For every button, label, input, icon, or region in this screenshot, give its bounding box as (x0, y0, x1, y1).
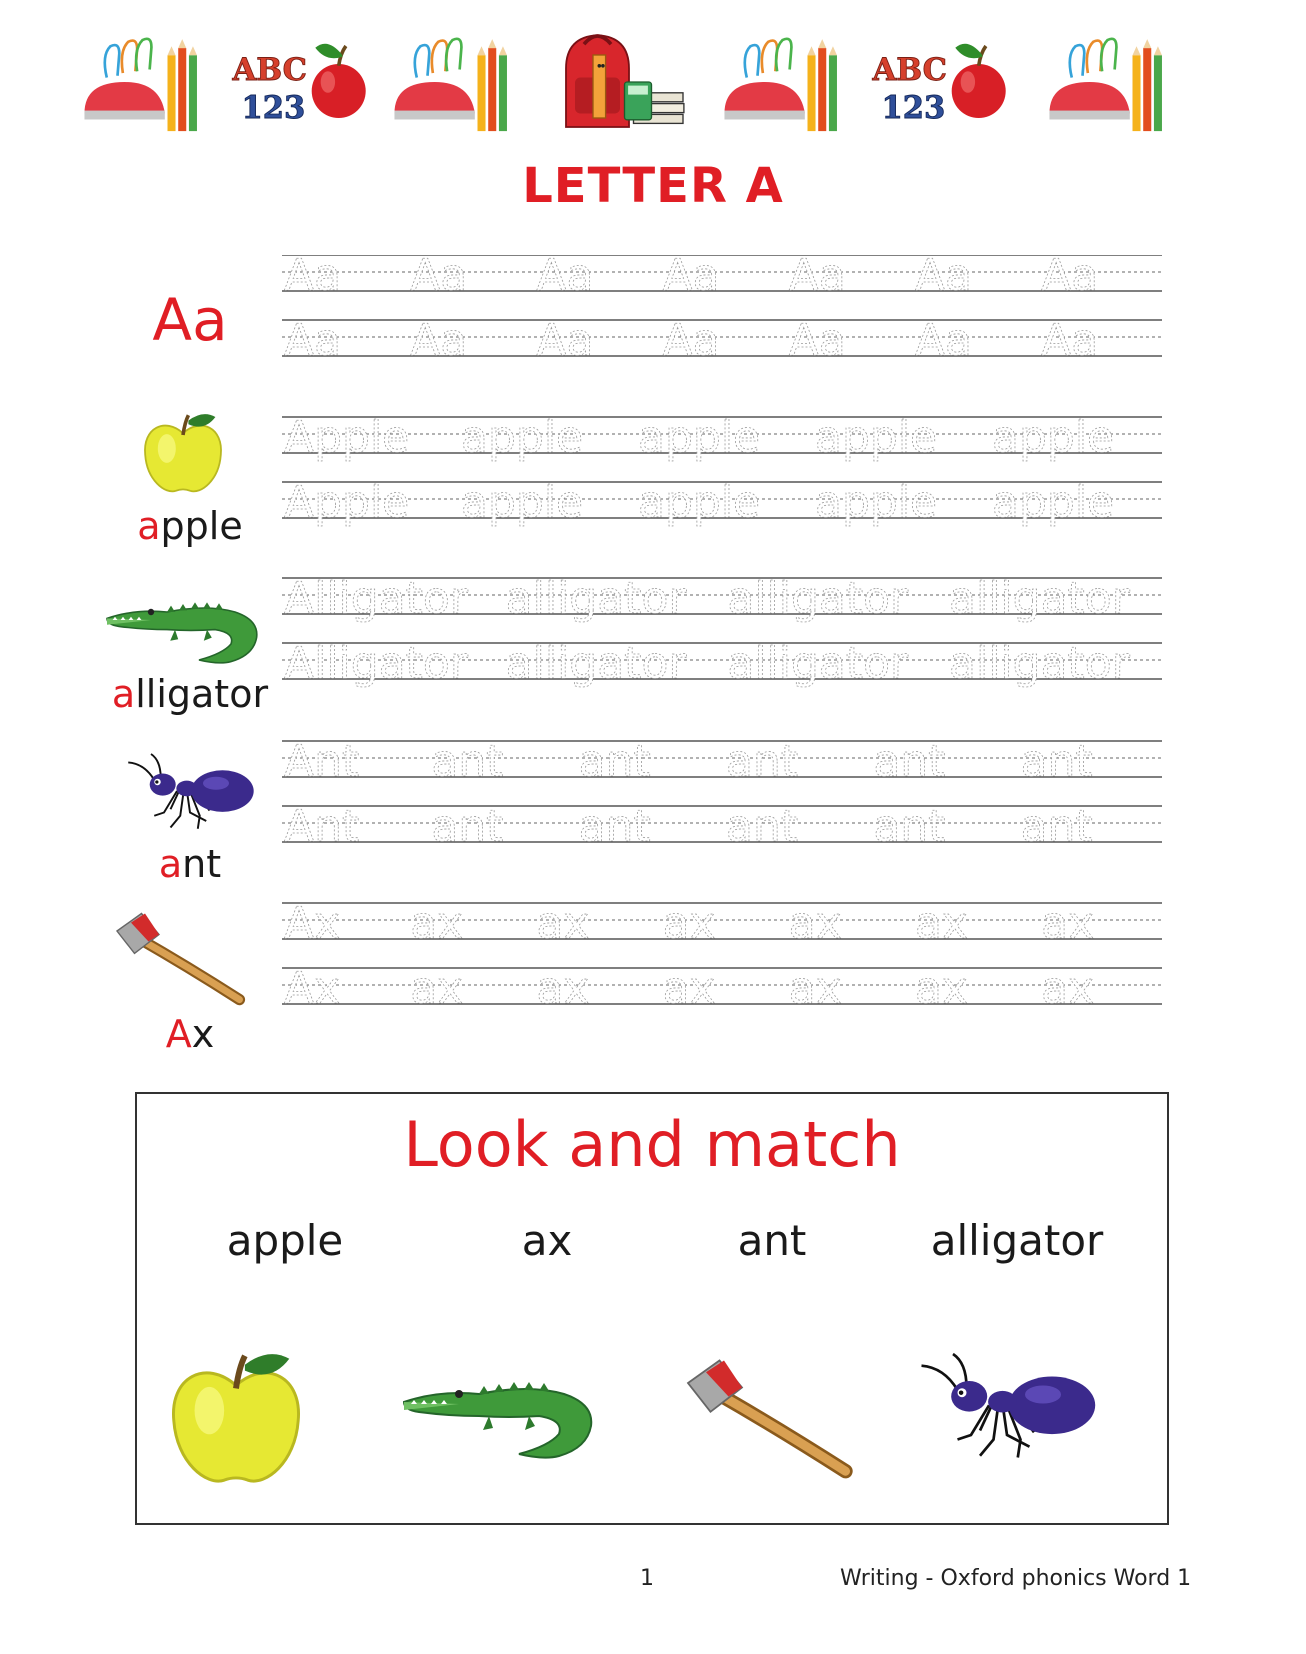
trace-word: Aa (284, 315, 342, 366)
trace-word: alligator (505, 573, 687, 624)
trace-word: ax (536, 898, 590, 949)
match-word-ant: ant (737, 1216, 807, 1265)
tracing-line (282, 315, 1162, 366)
trace-word: ax (788, 963, 842, 1014)
trace-word: Alligator (284, 638, 468, 689)
trace-word: Aa (410, 315, 468, 366)
match-picture-apple-icon (162, 1344, 310, 1492)
trace-word: apple (992, 412, 1115, 463)
trace-word: apple (815, 412, 938, 463)
trace-word: Apple (284, 412, 410, 463)
trace-word: Ant (284, 801, 360, 852)
trace-word: Aa (410, 255, 468, 301)
trace-word: Aa (788, 255, 846, 301)
tracing-line (282, 573, 1162, 624)
trace-word: ax (662, 898, 716, 949)
tracing-line (282, 255, 1162, 301)
tracing-line (282, 477, 1162, 528)
trace-word: ax (410, 963, 464, 1014)
paperclips-pencils-icon (1049, 39, 1162, 131)
trace-word: ant (431, 801, 504, 852)
trace-word: ant (726, 801, 799, 852)
paperclips-pencils-icon (394, 39, 507, 131)
tracing-line (282, 736, 1162, 787)
trace-word: apple (638, 477, 761, 528)
tracing-line (282, 638, 1162, 689)
trace-word: apple (461, 477, 584, 528)
trace-word: ax (788, 898, 842, 949)
trace-word: Apple (284, 477, 410, 528)
trace-word: ax (1041, 963, 1095, 1014)
trace-word: apple (461, 412, 584, 463)
trace-word: Alligator (284, 573, 468, 624)
trace-word: ax (914, 898, 968, 949)
tracing-practice-area (282, 255, 1182, 1055)
match-word-ax: ax (521, 1216, 573, 1265)
trace-word: Aa (662, 315, 720, 366)
trace-word: alligator (727, 573, 909, 624)
tracing-line (282, 801, 1162, 852)
trace-word: Aa (536, 255, 594, 301)
trace-word: ant (578, 736, 651, 787)
word-label-ax: Ax (165, 1012, 215, 1056)
look-and-match-box (135, 1092, 1169, 1525)
word-label-ant: ant (158, 842, 222, 886)
backpack-books-icon (566, 35, 684, 127)
trace-word: Ax (284, 898, 341, 949)
word-label-alligator: alligator (111, 672, 269, 716)
match-picture-alligator-icon (399, 1364, 599, 1464)
page-number: 1 (640, 1566, 654, 1591)
word-label-apple: apple (137, 504, 243, 548)
trace-word: Aa (662, 255, 720, 301)
trace-word: ant (578, 801, 651, 852)
apple-icon (138, 408, 228, 498)
trace-word: apple (815, 477, 938, 528)
trace-word: ax (536, 963, 590, 1014)
match-title: Look and match (403, 1108, 901, 1181)
ant-icon (125, 750, 255, 836)
page-title: LETTER A (522, 158, 784, 214)
big-letter-label: Aa (152, 286, 228, 354)
trace-word: Aa (788, 315, 846, 366)
header-decoration (80, 28, 1230, 138)
tracing-line (282, 963, 1162, 1014)
trace-word: Ax (284, 963, 341, 1014)
trace-word: Aa (284, 255, 342, 301)
tracing-line (282, 898, 1162, 949)
paperclips-pencils-icon (84, 39, 197, 131)
trace-word: Aa (914, 255, 973, 301)
trace-word: Aa (536, 315, 594, 366)
trace-word: Aa (1041, 315, 1099, 366)
match-word-alligator: alligator (930, 1216, 1104, 1265)
trace-word: Aa (1041, 255, 1099, 301)
trace-word: apple (992, 477, 1115, 528)
trace-word: ax (410, 898, 464, 949)
trace-word: ant (1020, 736, 1093, 787)
trace-word: ax (914, 963, 968, 1014)
trace-word: alligator (949, 573, 1130, 624)
trace-word: ant (726, 736, 799, 787)
trace-word: alligator (727, 638, 909, 689)
match-picture-ax-icon (679, 1356, 859, 1482)
trace-word: ax (662, 963, 716, 1014)
trace-word: Aa (914, 315, 973, 366)
trace-word: alligator (949, 638, 1130, 689)
ax-icon (110, 910, 250, 1008)
footer-text: Writing - Oxford phonics Word 1 (840, 1566, 1192, 1591)
trace-word: ant (1020, 801, 1093, 852)
match-word-apple: apple (226, 1216, 344, 1265)
tracing-line (282, 412, 1162, 463)
trace-word: alligator (505, 638, 687, 689)
alligator-icon (103, 586, 263, 670)
trace-word: ax (1041, 898, 1095, 949)
paperclips-pencils-icon (724, 39, 837, 131)
trace-word: Ant (284, 736, 360, 787)
match-picture-ant-icon (917, 1349, 1097, 1467)
abc-123-apple-icon (232, 44, 366, 126)
abc-123-apple-icon (872, 44, 1006, 126)
trace-word: ant (873, 736, 946, 787)
trace-word: apple (638, 412, 761, 463)
trace-word: ant (431, 736, 504, 787)
trace-word: ant (873, 801, 946, 852)
